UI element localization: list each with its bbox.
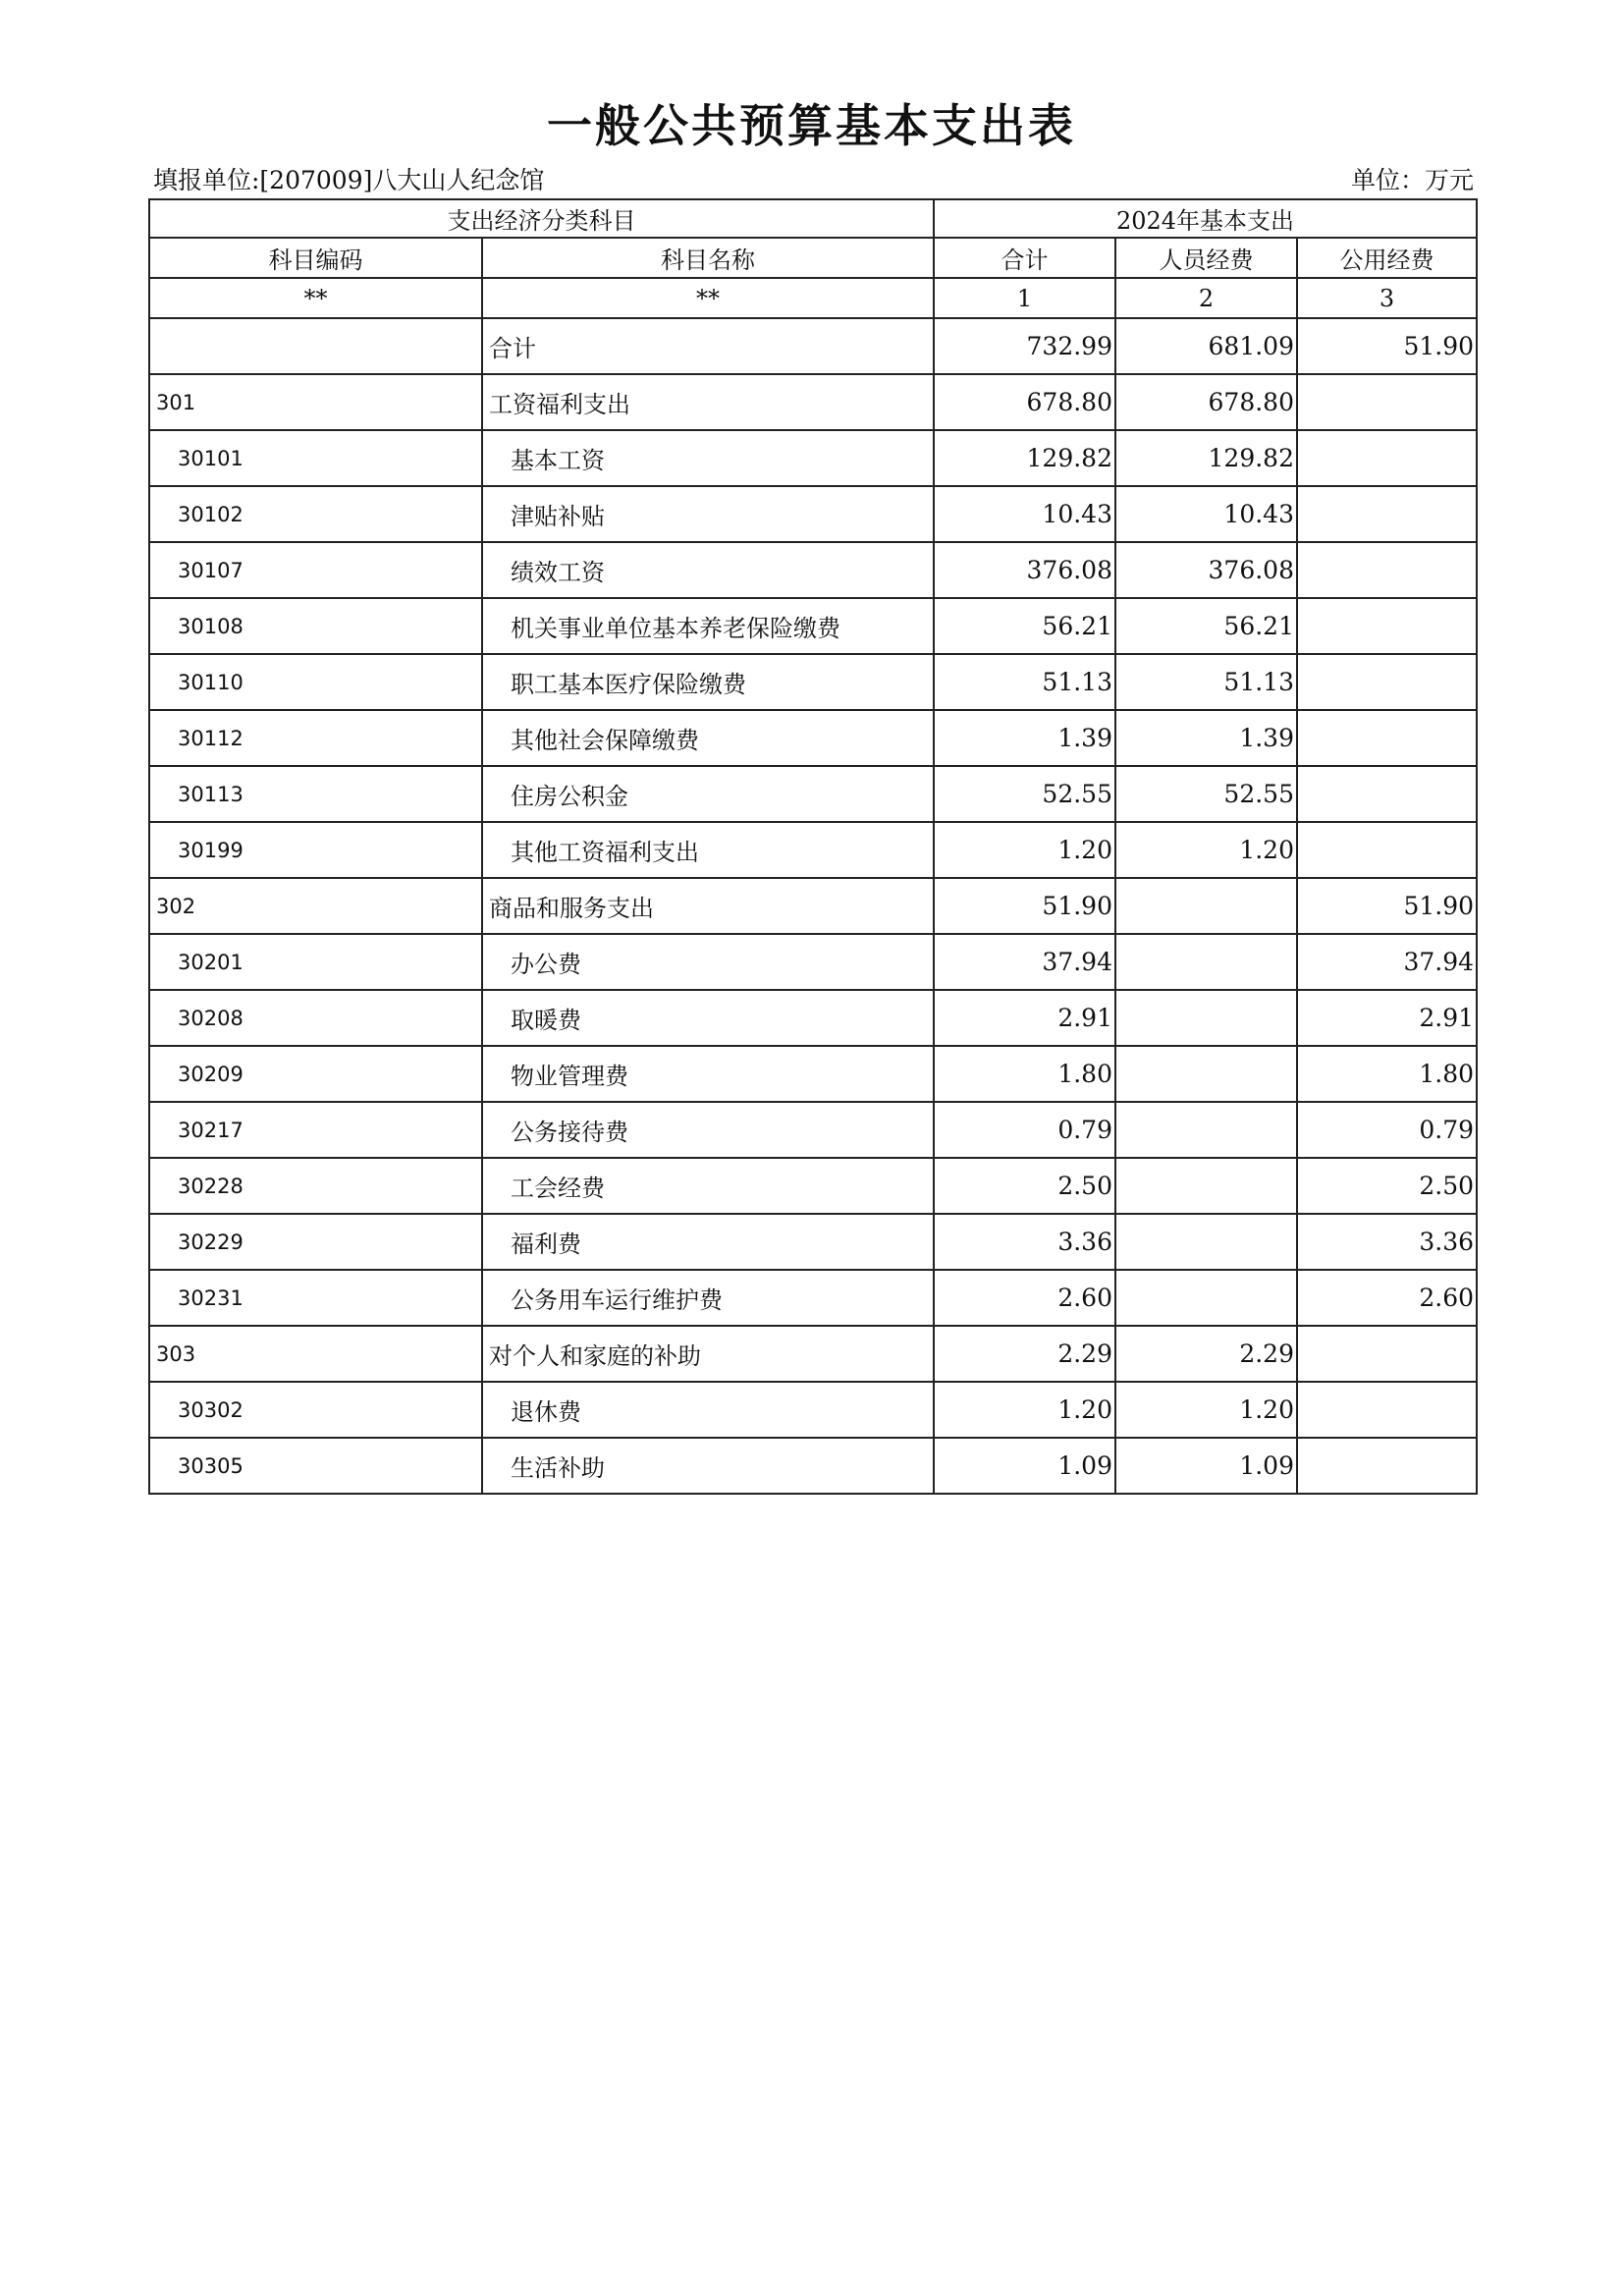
cell-total: 678.80 <box>934 374 1115 430</box>
cell-code: 30108 <box>149 598 482 654</box>
cell-code <box>149 318 482 374</box>
page-title: 一般公共预算基本支出表 <box>547 99 1076 152</box>
cell-code: 30228 <box>149 1158 482 1214</box>
cell-code: 301 <box>149 374 482 430</box>
table-row <box>149 598 1477 654</box>
cell-total: 1.39 <box>934 710 1115 766</box>
cell-code: 303 <box>149 1326 482 1382</box>
cell-total: 2.29 <box>934 1326 1115 1382</box>
cell-public <box>1297 1382 1477 1438</box>
cell-code: 30101 <box>149 430 482 486</box>
table-row <box>149 374 1477 430</box>
table-row <box>149 710 1477 766</box>
cell-total: 3.36 <box>934 1214 1115 1270</box>
cell-total: 52.55 <box>934 766 1115 822</box>
cell-total: 37.94 <box>934 934 1115 990</box>
cell-personnel <box>1115 934 1297 990</box>
cell-personnel: 376.08 <box>1115 542 1297 598</box>
table-row <box>149 1214 1477 1270</box>
cell-code: 302 <box>149 878 482 934</box>
cell-public <box>1297 542 1477 598</box>
cell-total: 732.99 <box>934 318 1115 374</box>
cell-personnel <box>1115 1046 1297 1102</box>
cell-total: 1.20 <box>934 1382 1115 1438</box>
header-public: 公用经费 <box>1297 238 1477 278</box>
table-row <box>149 1438 1477 1494</box>
cell-public <box>1297 1438 1477 1494</box>
table-row <box>149 766 1477 822</box>
cell-total: 2.50 <box>934 1158 1115 1214</box>
cell-code: 30110 <box>149 654 482 710</box>
budget-table <box>148 198 1478 1495</box>
index-public: 3 <box>1297 278 1477 318</box>
cell-name: 其他工资福利支出 <box>482 822 934 878</box>
cell-name: 职工基本医疗保险缴费 <box>482 654 934 710</box>
cell-code: 30113 <box>149 766 482 822</box>
table-row <box>149 542 1477 598</box>
table-row <box>149 430 1477 486</box>
cell-code: 30229 <box>149 1214 482 1270</box>
cell-public <box>1297 822 1477 878</box>
cell-public <box>1297 374 1477 430</box>
cell-public: 2.60 <box>1297 1270 1477 1326</box>
cell-public: 0.79 <box>1297 1102 1477 1158</box>
cell-personnel: 10.43 <box>1115 486 1297 542</box>
header-personnel: 人员经费 <box>1115 238 1297 278</box>
table-row <box>149 1102 1477 1158</box>
cell-public: 1.80 <box>1297 1046 1477 1102</box>
header-column-row <box>149 238 1477 278</box>
table-row <box>149 1046 1477 1102</box>
table-row <box>149 1270 1477 1326</box>
cell-public <box>1297 710 1477 766</box>
index-personnel: 2 <box>1115 278 1297 318</box>
cell-public <box>1297 486 1477 542</box>
index-name: ** <box>482 278 934 318</box>
cell-total: 51.13 <box>934 654 1115 710</box>
cell-name: 取暖费 <box>482 990 934 1046</box>
cell-name: 福利费 <box>482 1214 934 1270</box>
cell-code: 30102 <box>149 486 482 542</box>
cell-total: 51.90 <box>934 878 1115 934</box>
cell-public: 2.91 <box>1297 990 1477 1046</box>
cell-total: 1.80 <box>934 1046 1115 1102</box>
cell-personnel: 52.55 <box>1115 766 1297 822</box>
cell-name: 物业管理费 <box>482 1046 934 1102</box>
cell-public <box>1297 1326 1477 1382</box>
cell-name: 商品和服务支出 <box>482 878 934 934</box>
table-row <box>149 1326 1477 1382</box>
cell-name: 公务用车运行维护费 <box>482 1270 934 1326</box>
cell-total: 1.20 <box>934 822 1115 878</box>
table-row <box>149 486 1477 542</box>
cell-name: 退休费 <box>482 1382 934 1438</box>
cell-name: 合计 <box>482 318 934 374</box>
header-index-row <box>149 278 1477 318</box>
cell-code: 30217 <box>149 1102 482 1158</box>
table-body <box>149 318 1477 1494</box>
cell-personnel: 2.29 <box>1115 1326 1297 1382</box>
cell-total: 2.91 <box>934 990 1115 1046</box>
cell-total: 2.60 <box>934 1270 1115 1326</box>
cell-name: 生活补助 <box>482 1438 934 1494</box>
cell-code: 30305 <box>149 1438 482 1494</box>
cell-personnel <box>1115 878 1297 934</box>
cell-personnel <box>1115 1102 1297 1158</box>
cell-total: 376.08 <box>934 542 1115 598</box>
table-row <box>149 934 1477 990</box>
cell-personnel: 678.80 <box>1115 374 1297 430</box>
cell-personnel: 1.20 <box>1115 822 1297 878</box>
table-row <box>149 1158 1477 1214</box>
table-row <box>149 990 1477 1046</box>
cell-name: 公务接待费 <box>482 1102 934 1158</box>
table-row <box>149 654 1477 710</box>
table-row <box>149 1382 1477 1438</box>
cell-total: 10.43 <box>934 486 1115 542</box>
cell-personnel <box>1115 990 1297 1046</box>
cell-personnel: 51.13 <box>1115 654 1297 710</box>
cell-name: 办公费 <box>482 934 934 990</box>
cell-public <box>1297 598 1477 654</box>
cell-personnel: 1.39 <box>1115 710 1297 766</box>
cell-public: 37.94 <box>1297 934 1477 990</box>
cell-public: 3.36 <box>1297 1214 1477 1270</box>
index-code: ** <box>149 278 482 318</box>
cell-personnel: 1.20 <box>1115 1382 1297 1438</box>
cell-public <box>1297 654 1477 710</box>
cell-name: 工会经费 <box>482 1158 934 1214</box>
cell-code: 30201 <box>149 934 482 990</box>
currency-unit: 单位：万元 <box>1350 166 1474 194</box>
cell-name: 绩效工资 <box>482 542 934 598</box>
cell-personnel <box>1115 1214 1297 1270</box>
cell-name: 机关事业单位基本养老保险缴费 <box>482 598 934 654</box>
cell-public <box>1297 766 1477 822</box>
cell-code: 30209 <box>149 1046 482 1102</box>
cell-name: 其他社会保障缴费 <box>482 710 934 766</box>
cell-code: 30231 <box>149 1270 482 1326</box>
cell-name: 基本工资 <box>482 430 934 486</box>
cell-name: 住房公积金 <box>482 766 934 822</box>
cell-personnel: 56.21 <box>1115 598 1297 654</box>
reporting-unit: 填报单位:[207009]八大山人纪念馆 <box>153 166 545 194</box>
header-group-left: 支出经济分类科目 <box>149 199 934 238</box>
cell-code: 30112 <box>149 710 482 766</box>
cell-public: 51.90 <box>1297 318 1477 374</box>
cell-personnel: 129.82 <box>1115 430 1297 486</box>
cell-name: 工资福利支出 <box>482 374 934 430</box>
cell-public <box>1297 430 1477 486</box>
cell-public: 51.90 <box>1297 878 1477 934</box>
header-code: 科目编码 <box>149 238 482 278</box>
table-row <box>149 878 1477 934</box>
cell-code: 30199 <box>149 822 482 878</box>
cell-code: 30208 <box>149 990 482 1046</box>
table-row <box>149 822 1477 878</box>
cell-total: 129.82 <box>934 430 1115 486</box>
cell-total: 0.79 <box>934 1102 1115 1158</box>
header-name: 科目名称 <box>482 238 934 278</box>
cell-personnel: 681.09 <box>1115 318 1297 374</box>
table-row <box>149 318 1477 374</box>
cell-personnel <box>1115 1270 1297 1326</box>
cell-personnel: 1.09 <box>1115 1438 1297 1494</box>
header-group-row <box>149 199 1477 238</box>
cell-name: 津贴补贴 <box>482 486 934 542</box>
cell-total: 1.09 <box>934 1438 1115 1494</box>
cell-code: 30302 <box>149 1382 482 1438</box>
header-group-right: 2024年基本支出 <box>934 199 1477 238</box>
index-total: 1 <box>934 278 1115 318</box>
cell-total: 56.21 <box>934 598 1115 654</box>
cell-code: 30107 <box>149 542 482 598</box>
cell-public: 2.50 <box>1297 1158 1477 1214</box>
cell-personnel <box>1115 1158 1297 1214</box>
cell-name: 对个人和家庭的补助 <box>482 1326 934 1382</box>
header-total: 合计 <box>934 238 1115 278</box>
